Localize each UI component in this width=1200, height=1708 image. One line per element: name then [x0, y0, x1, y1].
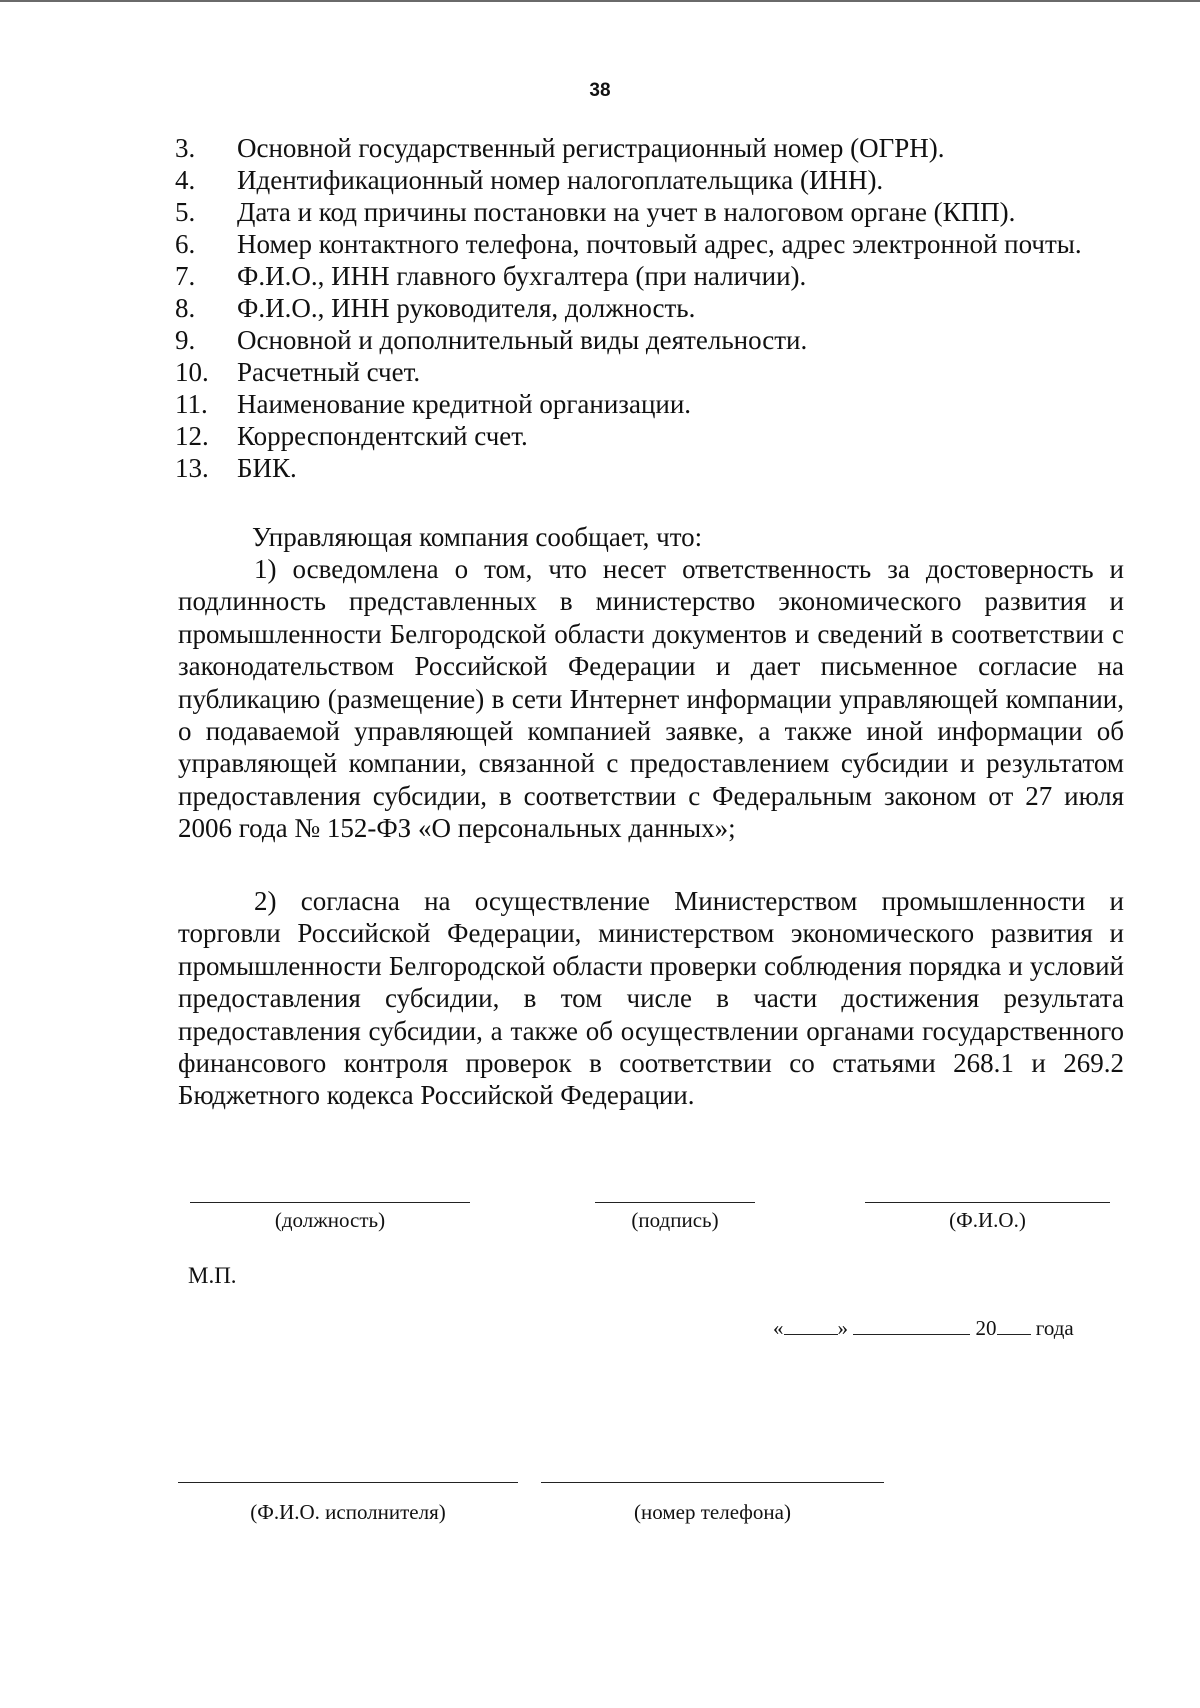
executor-name-line: [178, 1482, 518, 1483]
date-open-quote: «: [773, 1316, 784, 1340]
date-line: [773, 1314, 1074, 1341]
list-item-number: 9.: [175, 325, 196, 355]
stamp-label: М.П.: [188, 1263, 237, 1288]
signature-caption: (подпись): [631, 1208, 719, 1232]
list-item: [175, 452, 1145, 484]
list-item-text: Дата и код причины постановки на учет в налоговом органе (КПП).: [237, 197, 1016, 227]
day-blank: [784, 1314, 838, 1335]
list-item-number: 3.: [175, 133, 196, 163]
list-item-number: 6.: [175, 229, 196, 259]
list-item-text: Основной государственный регистрационный номер (ОГРН).: [237, 133, 945, 163]
executor-phone-line: [541, 1482, 884, 1483]
requisites-list: [175, 132, 1145, 484]
list-item-number: 7.: [175, 261, 196, 291]
list-item-text: Номер контактного телефона, почтовый адрес, адрес электронной почты.: [237, 229, 1082, 259]
list-item-text: Расчетный счет.: [237, 357, 421, 387]
list-item-text: Идентификационный номер налогоплательщика (ИНН).: [237, 165, 884, 195]
list-item-number: 10.: [175, 357, 209, 387]
list-item: [175, 292, 1145, 324]
list-item: [175, 196, 1145, 228]
list-item: [175, 228, 1145, 260]
intro-statement: Управляющая компания сообщает, что:: [252, 522, 703, 552]
list-item-number: 12.: [175, 421, 209, 451]
signature-line: [595, 1202, 755, 1203]
month-blank: [853, 1314, 970, 1335]
position-caption: (должность): [274, 1208, 386, 1232]
list-item: [175, 260, 1145, 292]
name-caption: (Ф.И.О.): [949, 1208, 1026, 1232]
list-item-number: 13.: [175, 453, 209, 483]
paragraph-responsibility: 1) осведомлена о том, что несет ответственность за достоверность и подлинность представленных в министерство экономического развития и промышленности Белгородской области документов и сведений в соответствии с законодательством Российской Федерации и дает письменное согласие на публикацию (размещение) в сети Интернет информации управляющей компании, о подаваемой управляющей компанией заявке, а также иной информации об управляющей компании, связанной с предоставлением субсидии и результатом предоставления субсидии, в соответствии с Федеральным законом от 27 июля 2006 года № 152-ФЗ «О персональных данных»;: [178, 554, 1124, 844]
year-blank: [997, 1314, 1031, 1335]
list-item-number: 8.: [175, 293, 196, 323]
list-item-number: 4.: [175, 165, 196, 195]
name-signature-line: [865, 1202, 1110, 1203]
list-item: [175, 324, 1145, 356]
page-number: 38: [589, 80, 611, 101]
list-item-text: Ф.И.О., ИНН главного бухгалтера (при наличии).: [237, 261, 807, 291]
year-suffix: года: [1035, 1316, 1074, 1340]
list-item: [175, 356, 1145, 388]
paragraph-consent-inspection: 2) согласна на осуществление Министерством промышленности и торговли Российской Федерации, министерством экономического развития и промышленности Белгородской области проверки соблюдения порядка и условий предоставления субсидии, в том числе в части достижения результата предоставления субсидии, а также об осуществлении органами государственного финансового контроля проверок в соответствии со статьями 268.1 и 269.2 Бюджетного кодекса Российской Федерации.: [178, 886, 1124, 1111]
executor-name-caption: (Ф.И.О. исполнителя): [250, 1500, 446, 1524]
list-item-number: 5.: [175, 197, 196, 227]
list-item: [175, 164, 1145, 196]
list-item-text: БИК.: [237, 453, 297, 483]
list-item-text: Корреспондентский счет.: [237, 421, 528, 451]
list-item-text: Основной и дополнительный виды деятельности.: [237, 325, 808, 355]
list-item-text: Наименование кредитной организации.: [237, 389, 692, 419]
date-close-quote: »: [837, 1316, 848, 1340]
list-item: [175, 388, 1145, 420]
position-signature-line: [190, 1202, 470, 1203]
page-top-edge: [0, 0, 1200, 2]
executor-phone-caption: (номер телефона): [634, 1500, 791, 1524]
list-item-text: Ф.И.О., ИНН руководителя, должность.: [237, 293, 696, 323]
list-item: [175, 420, 1145, 452]
list-item: [175, 132, 1145, 164]
year-prefix: 20: [975, 1316, 997, 1340]
list-item-number: 11.: [175, 389, 208, 419]
